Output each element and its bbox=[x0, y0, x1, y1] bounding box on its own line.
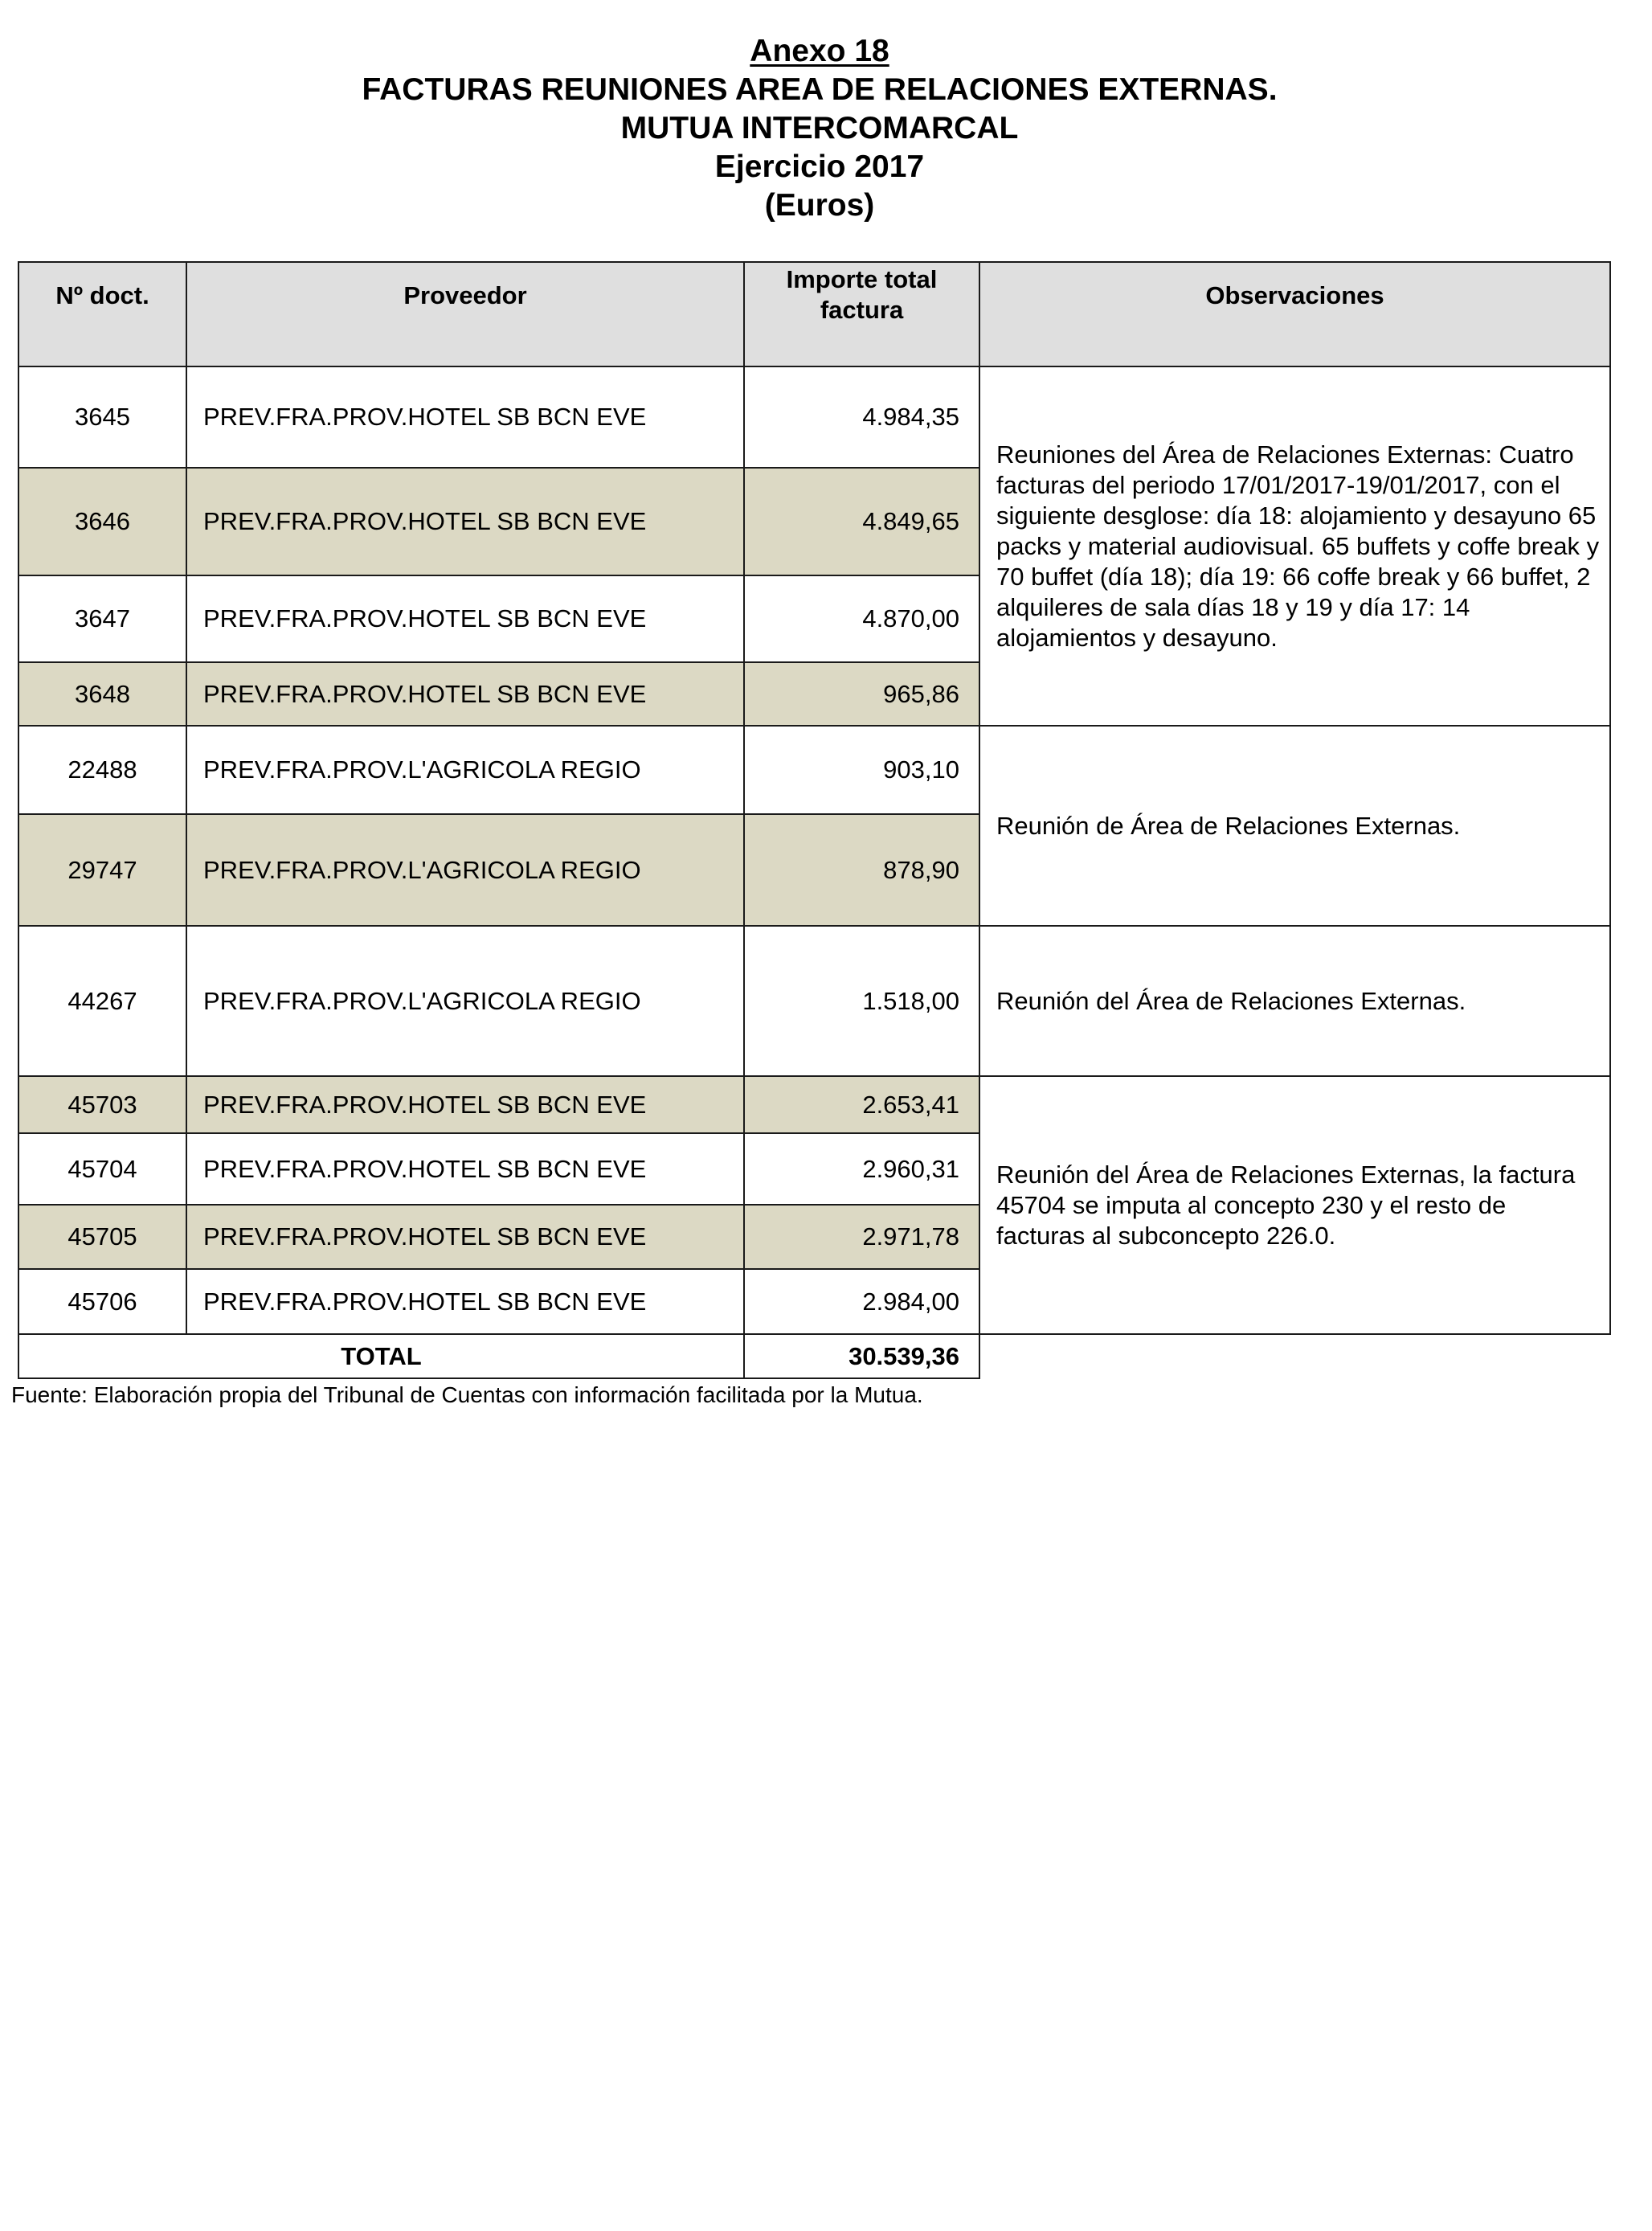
table-row bbox=[18, 926, 1610, 1076]
doc-number: 3647 bbox=[18, 575, 186, 662]
amount: 2.653,41 bbox=[744, 1076, 979, 1133]
doc-number: 3646 bbox=[18, 468, 186, 575]
amount: 965,86 bbox=[744, 662, 979, 726]
column-header-observations: Observaciones bbox=[979, 262, 1610, 366]
amount: 2.984,00 bbox=[744, 1269, 979, 1334]
fiscal-year: Ejercicio 2017 bbox=[714, 149, 925, 184]
amount: 4.984,35 bbox=[744, 366, 979, 468]
table-header-row bbox=[18, 262, 1610, 366]
provider: PREV.FRA.PROV.HOTEL SB BCN EVE bbox=[186, 366, 744, 468]
amount: 878,90 bbox=[744, 814, 979, 926]
doc-number: 45706 bbox=[18, 1269, 186, 1334]
observation: Reuniones del Área de Relaciones Externas: Cuatro facturas del periodo 17/01/2017-19/01/2017, con el siguiente desglose: día 18: alojamiento y desayuno 65 packs y material audiovisual. 65 buffets y coffe break y 70 buffet (día 18); día 19: 66 coffe break y 66 buffet, 2 alquileres de sala días 18 y 19 y día 17: 14 alojamientos y desayuno. bbox=[979, 366, 1610, 726]
observation: Reunión del Área de Relaciones Externas. bbox=[979, 926, 1610, 1076]
table-row bbox=[18, 726, 1610, 814]
entity-name: MUTUA INTERCOMARCAL bbox=[620, 111, 1019, 145]
table-row bbox=[18, 366, 1610, 468]
doc-number: 22488 bbox=[18, 726, 186, 814]
doc-number: 3648 bbox=[18, 662, 186, 726]
provider: PREV.FRA.PROV.L'AGRICOLA REGIO bbox=[186, 926, 744, 1076]
document-title-block bbox=[0, 32, 1639, 225]
table-row bbox=[18, 1076, 1610, 1133]
provider: PREV.FRA.PROV.L'AGRICOLA REGIO bbox=[186, 814, 744, 926]
currency-label: (Euros) bbox=[764, 188, 875, 223]
provider: PREV.FRA.PROV.HOTEL SB BCN EVE bbox=[186, 1076, 744, 1133]
column-header-amount: Importe total factura bbox=[744, 262, 979, 366]
provider: PREV.FRA.PROV.HOTEL SB BCN EVE bbox=[186, 1205, 744, 1269]
provider: PREV.FRA.PROV.HOTEL SB BCN EVE bbox=[186, 1133, 744, 1205]
amount: 903,10 bbox=[744, 726, 979, 814]
doc-number: 45703 bbox=[18, 1076, 186, 1133]
provider: PREV.FRA.PROV.HOTEL SB BCN EVE bbox=[186, 468, 744, 575]
provider: PREV.FRA.PROV.HOTEL SB BCN EVE bbox=[186, 575, 744, 662]
empty-cell bbox=[979, 1334, 1610, 1378]
column-header-provider: Proveedor bbox=[186, 262, 744, 366]
total-row bbox=[18, 1334, 1610, 1378]
amount: 2.971,78 bbox=[744, 1205, 979, 1269]
report-title: FACTURAS REUNIONES AREA DE RELACIONES EXTERNAS. bbox=[362, 72, 1278, 107]
doc-number: 44267 bbox=[18, 926, 186, 1076]
invoices-table bbox=[18, 261, 1611, 1379]
doc-number: 45704 bbox=[18, 1133, 186, 1205]
annex-title: Anexo 18 bbox=[750, 34, 889, 68]
observation: Reunión del Área de Relaciones Externas, la factura 45704 se imputa al concepto 230 y el resto de facturas al subconcepto 226.0. bbox=[979, 1076, 1610, 1334]
column-header-doc: Nº doct. bbox=[18, 262, 186, 366]
total-amount: 30.539,36 bbox=[744, 1334, 979, 1378]
amount: 4.849,65 bbox=[744, 468, 979, 575]
provider: PREV.FRA.PROV.HOTEL SB BCN EVE bbox=[186, 1269, 744, 1334]
provider: PREV.FRA.PROV.HOTEL SB BCN EVE bbox=[186, 662, 744, 726]
doc-number: 3645 bbox=[18, 366, 186, 468]
amount: 2.960,31 bbox=[744, 1133, 979, 1205]
observation: Reunión de Área de Relaciones Externas. bbox=[979, 726, 1610, 926]
amount: 4.870,00 bbox=[744, 575, 979, 662]
source-footnote: Fuente: Elaboración propia del Tribunal de Cuentas con información facilitada por la Mutua. bbox=[11, 1382, 923, 1407]
amount: 1.518,00 bbox=[744, 926, 979, 1076]
total-label: TOTAL bbox=[18, 1334, 744, 1378]
provider: PREV.FRA.PROV.L'AGRICOLA REGIO bbox=[186, 726, 744, 814]
doc-number: 45705 bbox=[18, 1205, 186, 1269]
doc-number: 29747 bbox=[18, 814, 186, 926]
